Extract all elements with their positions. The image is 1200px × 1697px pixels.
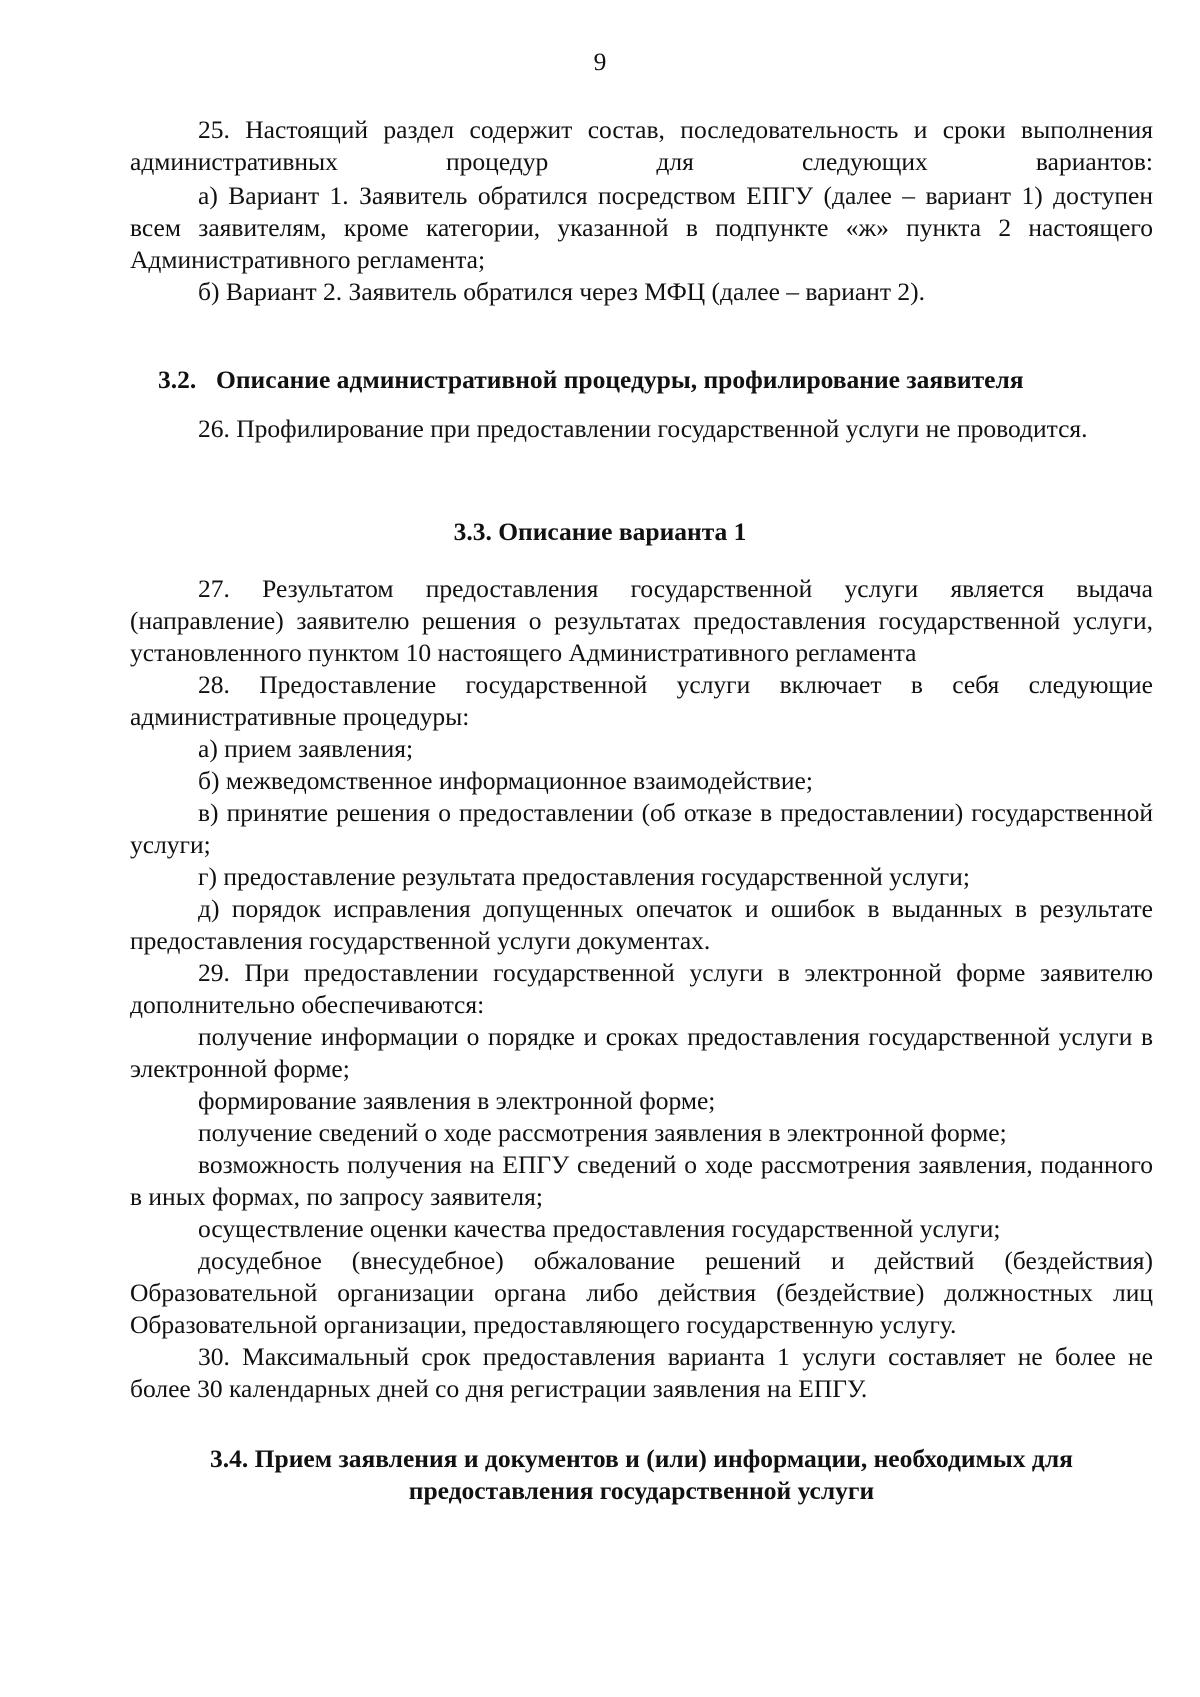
paragraph-28b: б) межведомственное информационное взаимодействие; bbox=[198, 766, 813, 795]
paragraph-29-item-6: досудебное (внесудебное) обжалование решений и действий (бездействия) Образовательной организации органа либо действия (бездействие) должностных лиц Образовательной организации, предоставляющего государственную услугу. bbox=[130, 1246, 1153, 1339]
paragraph-29-item-5: осуществление оценки качества предоставления государственной услуги; bbox=[198, 1214, 1001, 1243]
paragraph-29-item-4: возможность получения на ЕПГУ сведений о ходе рассмотрения заявления, поданного в иных формах, по запросу заявителя; bbox=[130, 1150, 1153, 1211]
paragraph-29-item-1: получение информации о порядке и сроках предоставления государственной услуги в электронной форме; bbox=[130, 1022, 1153, 1083]
section-3-3-heading: 3.3. Описание варианта 1 bbox=[453, 517, 747, 546]
paragraph-28d: г) предоставление результата предоставления государственной услуги; bbox=[198, 862, 970, 891]
paragraph-29-item-3: получение сведений о ходе рассмотрения заявления в электронной форме; bbox=[198, 1118, 1007, 1147]
paragraph-28: 28. Предоставление государственной услуги включает в себя следующие административные процедуры: bbox=[130, 670, 1153, 731]
paragraph-27: 27. Результатом предоставления государственной услуги является выдача (направление) заявителю решения о результатах предоставления государственной услуги, установленного пунктом 10 настоящего Административного регламента bbox=[130, 574, 1153, 667]
paragraph-28a: а) прием заявления; bbox=[198, 734, 414, 763]
paragraph-28c: в) принятие решения о предоставлении (об отказе в предоставлении) государственной услуги; bbox=[130, 798, 1153, 859]
paragraph-30: 30. Максимальный срок предоставления варианта 1 услуги составляет не более не более 30 календарных дней со дня регистрации заявления на ЕПГУ. bbox=[130, 1342, 1153, 1403]
paragraph-26: 26. Профилирование при предоставлении государственной услуги не проводится. bbox=[198, 414, 1088, 443]
section-3-2-title: Описание административной процедуры, профилирование заявителя bbox=[216, 365, 1024, 394]
section-3-4-heading: 3.4. Прием заявления и документов и (или) информации, необходимых для предоставления государственной услуги bbox=[210, 1444, 1073, 1505]
paragraph-29: 29. При предоставлении государственной услуги в электронной форме заявителю дополнительно обеспечиваются: bbox=[130, 958, 1153, 1019]
paragraph-25a: а) Вариант 1. Заявитель обратился посредством ЕПГУ (далее – вариант 1) доступен всем заявителям, кроме категории, указанной в подпункте «ж» пункта 2 настоящего Административного регламента; bbox=[130, 181, 1153, 274]
paragraph-29-item-2: формирование заявления в электронной форме; bbox=[198, 1086, 716, 1115]
paragraph-28e: д) порядок исправления допущенных опечаток и ошибок в выданных в результате предоставления государственной услуги документах. bbox=[130, 894, 1153, 955]
section-3-2-number: 3.2. bbox=[158, 365, 197, 394]
page-number: 9 bbox=[593, 47, 607, 76]
paragraph-25b: б) Вариант 2. Заявитель обратился через МФЦ (далее – вариант 2). bbox=[198, 277, 925, 306]
paragraph-25: 25. Настоящий раздел содержит состав, последовательность и сроки выполнения административных процедур для следующих вариантов: bbox=[130, 115, 1153, 176]
